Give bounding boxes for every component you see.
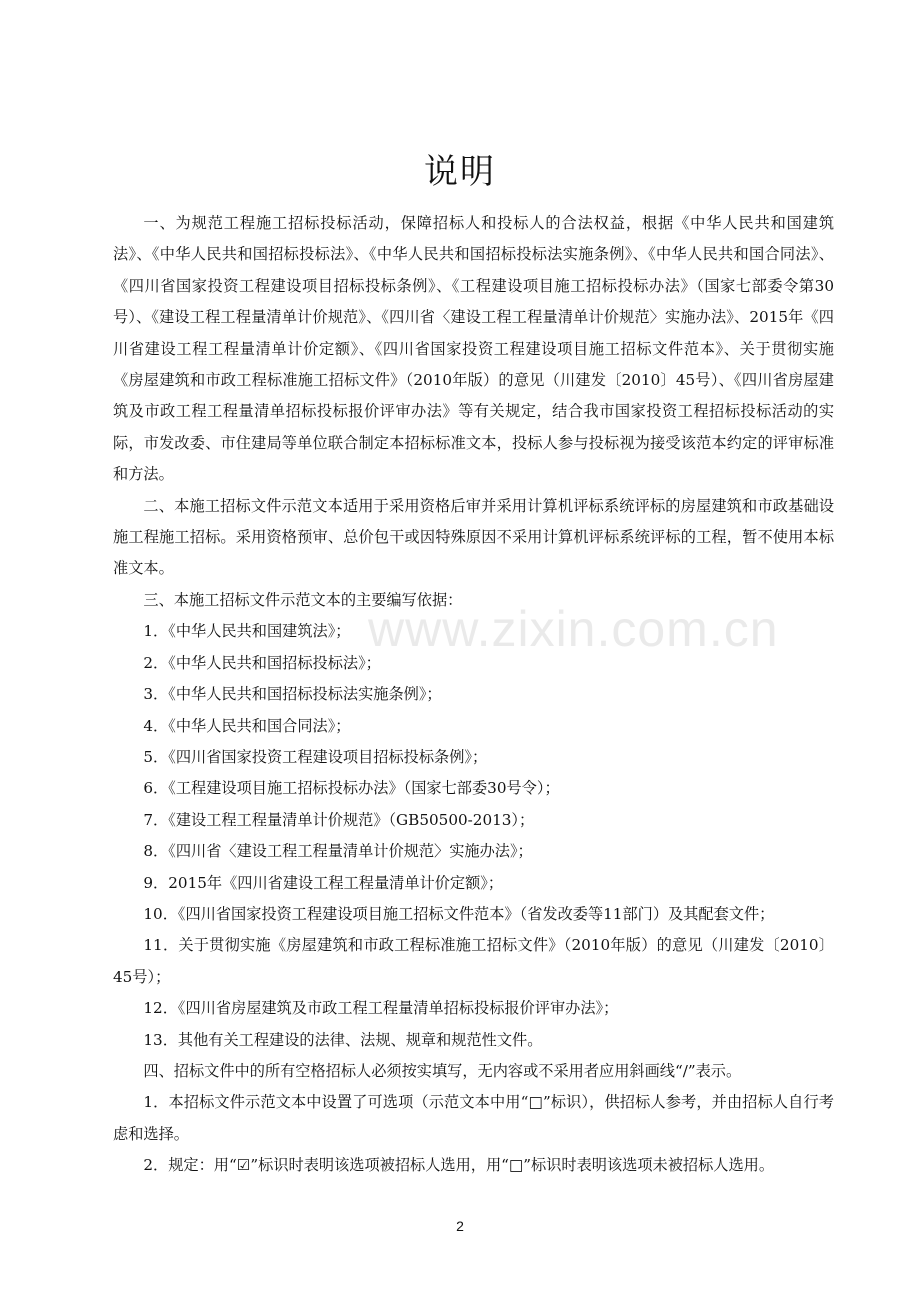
basis-item-3: 3．《中华人民共和国招标投标法实施条例》；	[143, 685, 442, 704]
basis-item-2: 2．《中华人民共和国招标投标法》；	[143, 653, 381, 672]
paragraph-3: 三、本施工招标文件示范文本的主要编写依据：	[143, 590, 463, 609]
paragraph-2: 二、本施工招标文件示范文本适用于采用资格后审并采用计算机评标系统评标的房屋建筑和市政基础设施工程施工招标。采用资格预审、总价包干或因特殊原因不采用计算机评标系统评标的工程，暂不使用本标准文本。	[113, 496, 834, 578]
page-title: 说明	[424, 152, 496, 192]
document-body	[113, 208, 834, 1182]
basis-item-9: 9．2015年《四川省建设工程工程量清单计价定额》；	[143, 873, 504, 892]
basis-item-12: 12．《四川省房屋建筑及市政工程工程量清单招标投标报价评审办法》；	[143, 999, 619, 1018]
basis-item-10: 10．《四川省国家投资工程建设项目施工招标文件范本》（省发改委等11部门）及其配套文件；	[143, 904, 775, 923]
basis-item-11: 11．关于贯彻实施《房屋建筑和市政工程标准施工招标文件》（2010年版）的意见（川建发〔2010〕45号）；	[113, 936, 834, 986]
basis-item-5: 5．《四川省国家投资工程建设项目招标投标条例》；	[143, 747, 488, 766]
watermark: www.zixin.com.cn	[368, 601, 779, 657]
paragraph-4: 四、招标文件中的所有空格招标人必须按实填写，无内容或不采用者应用斜画线“/”表示。	[143, 1061, 742, 1080]
basis-item-7: 7．《建设工程工程量清单计价规范》（GB50500-2013）；	[143, 810, 535, 829]
basis-item-13: 13．其他有关工程建设的法律、法规、规章和规范性文件。	[143, 1030, 543, 1049]
basis-item-8: 8．《四川省〈建设工程工程量清单计价规范〉实施办法》；	[143, 842, 533, 861]
basis-item-6: 6．《工程建设项目施工招标投标办法》（国家七部委30号令）；	[143, 779, 560, 798]
basis-item-4: 4．《中华人民共和国合同法》；	[143, 716, 351, 735]
paragraph-1: 一、为规范工程施工招标投标活动，保障招标人和投标人的合法权益，根据《中华人民共和国建筑法》、《中华人民共和国招标投标法》、《中华人民共和国招标投标法实施条例》、《中华人民共和国合同法》、《四川省国家投资工程建设项目招标投标条例》、《工程建设项目施工招标投标办法》（国家七部委令第30号）、《建设工程工程量清单计价规范》、《四川省〈建设工程工程量清单计价规范〉实施办法》、2015年《四川省建设工程工程量清单计价定额》、《四川省国家投资工程建设项目施工招标文件范本》、关于贯彻实施《房屋建筑和市政工程标准施工招标文件》（2010年版）的意见（川建发〔2010〕45号）、《四川省房屋建筑及市政工程工程量清单招标投标报价评审办法》等有关规定，结合我市国家投资工程招标投标活动的实际，市发改委、市住建局等单位联合制定本招标标准文本，投标人参与投标视为接受该范本约定的评审标准和方法。	[113, 214, 834, 484]
paragraph-4-item-1: 1．本招标文件示范文本中设置了可选项（示范文本中用“□”标识），供招标人参考，并由招标人自行考虑和选择。	[113, 1093, 834, 1143]
basis-item-1: 1．《中华人民共和国建筑法》；	[143, 622, 351, 641]
page-number: 2	[456, 1218, 464, 1234]
paragraph-4-item-2: 2．规定：用“☑”标识时表明该选项被招标人选用，用“□”标识时表明该选项未被招标人选用。	[143, 1156, 775, 1175]
